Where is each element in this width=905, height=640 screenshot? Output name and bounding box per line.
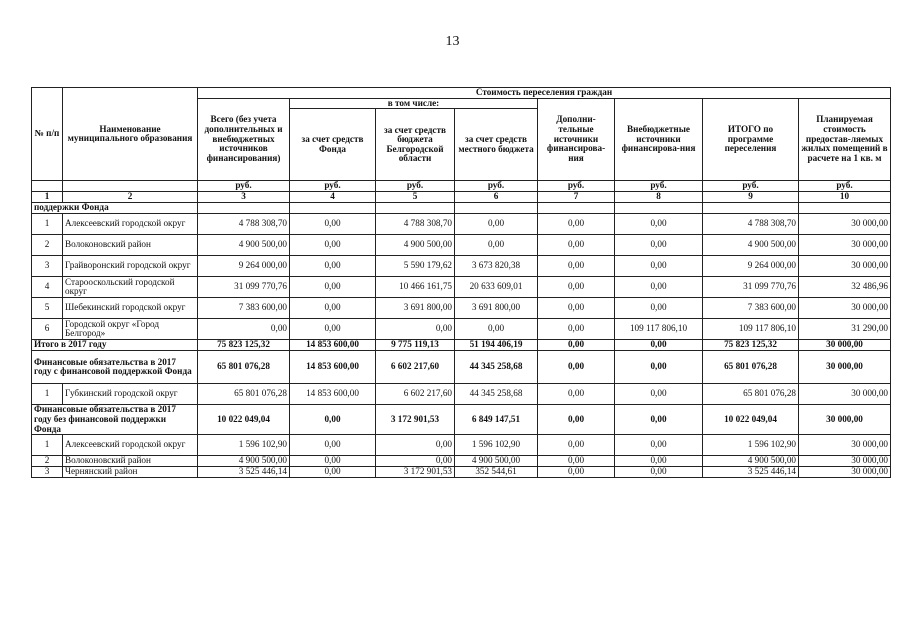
value-cell: 0,00 [538,351,615,384]
table-row [32,384,891,405]
value-cell: 32 486,96 [799,277,891,298]
value-cell: 0,00 [538,435,615,456]
value-cell: 0,00 [290,235,376,256]
column-number: 1 [32,192,63,203]
table-row [32,351,891,384]
value-cell: 0,00 [376,319,455,340]
value-cell: 31 099 770,76 [703,277,799,298]
value-cell: 0,00 [538,384,615,405]
municipality-name: Городской округ «Город Белгород» [63,319,198,340]
value-cell: 0,00 [615,384,703,405]
value-cell: 30 000,00 [799,435,891,456]
value-cell: 3 525 446,14 [703,467,799,478]
value-cell: 4 788 308,70 [703,214,799,235]
value-cell [290,203,376,214]
value-cell: 31 290,00 [799,319,891,340]
section-label: поддержки Фонда [32,203,198,214]
value-cell: 5 590 179,62 [376,256,455,277]
table-row [32,319,891,340]
row-number: 5 [32,298,63,319]
row-number: 1 [32,384,63,405]
table-row [32,456,891,467]
value-cell: 1 596 102,90 [198,435,290,456]
value-cell: 9 264 000,00 [198,256,290,277]
value-cell: 3 172 901,53 [376,405,455,435]
total-label: Итого в 2017 году [32,340,198,351]
unit-cell: руб. [376,181,455,192]
value-cell: 10 022 049,04 [703,405,799,435]
value-cell: 9 264 000,00 [703,256,799,277]
column-number: 3 [198,192,290,203]
row-number: 2 [32,456,63,467]
unit-cell: руб. [538,181,615,192]
value-cell: 9 775 119,13 [376,340,455,351]
value-cell [538,203,615,214]
total-label: Финансовые обязательства в 2017 году с финансовой поддержкой Фонда [32,351,198,384]
value-cell: 20 633 609,01 [455,277,538,298]
value-cell: 30 000,00 [799,298,891,319]
municipality-name: Шебекинский городской округ [63,298,198,319]
value-cell: 0,00 [538,340,615,351]
header-additional: Дополни-тельные источники финансирова-ния [538,98,615,181]
value-cell: 0,00 [290,256,376,277]
value-cell: 0,00 [538,298,615,319]
value-cell [703,203,799,214]
value-cell: 0,00 [376,435,455,456]
row-number: 4 [32,277,63,298]
unit-cell: руб. [615,181,703,192]
value-cell: 3 172 901,53 [376,467,455,478]
header-extrabudget: Внебюджетные источники финансирова-ния [615,98,703,181]
table-row [32,435,891,456]
value-cell: 0,00 [290,277,376,298]
value-cell: 0,00 [290,456,376,467]
value-cell: 0,00 [455,214,538,235]
value-cell: 10 466 161,75 [376,277,455,298]
value-cell: 0,00 [615,435,703,456]
resettlement-cost-table [31,87,891,478]
value-cell: 4 788 308,70 [376,214,455,235]
value-cell: 7 383 600,00 [198,298,290,319]
value-cell: 0,00 [455,235,538,256]
value-cell [455,203,538,214]
value-cell: 352 544,61 [455,467,538,478]
table-row [32,277,891,298]
header-total: Всего (без учета дополнительных и внебюджетных источников финансирования) [198,98,290,181]
table-row [32,214,891,235]
value-cell: 75 823 125,32 [198,340,290,351]
value-cell: 6 602 217,60 [376,384,455,405]
value-cell: 30 000,00 [799,405,891,435]
value-cell: 0,00 [290,467,376,478]
table-row [32,467,891,478]
value-cell: 0,00 [615,351,703,384]
value-cell: 14 853 600,00 [290,384,376,405]
value-cell: 6 602 217,60 [376,351,455,384]
row-number: 1 [32,214,63,235]
value-cell: 30 000,00 [799,340,891,351]
column-number: 7 [538,192,615,203]
value-cell: 3 525 446,14 [198,467,290,478]
row-number: 6 [32,319,63,340]
table-row [32,298,891,319]
value-cell: 0,00 [538,277,615,298]
value-cell: 0,00 [290,435,376,456]
row-number: 3 [32,256,63,277]
value-cell: 7 383 600,00 [703,298,799,319]
value-cell: 0,00 [538,319,615,340]
unit-cell: руб. [290,181,376,192]
unit-cell: руб. [198,181,290,192]
value-cell: 3 691 800,00 [376,298,455,319]
value-cell: 4 788 308,70 [198,214,290,235]
value-cell: 30 000,00 [799,351,891,384]
value-cell: 0,00 [538,456,615,467]
value-cell: 0,00 [290,319,376,340]
unit-cell: руб. [799,181,891,192]
value-cell: 1 596 102,90 [455,435,538,456]
value-cell: 30 000,00 [799,467,891,478]
value-cell: 31 099 770,76 [198,277,290,298]
value-cell: 6 849 147,51 [455,405,538,435]
value-cell: 0,00 [615,405,703,435]
column-number: 4 [290,192,376,203]
value-cell: 0,00 [615,340,703,351]
municipality-name: Старооскольский городской округ [63,277,198,298]
municipality-name: Чернянский район [63,467,198,478]
value-cell: 30 000,00 [799,456,891,467]
value-cell [615,203,703,214]
value-cell: 0,00 [615,235,703,256]
value-cell: 4 900 500,00 [703,456,799,467]
municipality-name: Алексеевский городской округ [63,214,198,235]
value-cell: 30 000,00 [799,384,891,405]
value-cell: 109 117 806,10 [703,319,799,340]
value-cell: 0,00 [538,235,615,256]
value-cell [198,203,290,214]
value-cell: 4 900 500,00 [703,235,799,256]
value-cell: 0,00 [615,467,703,478]
table-row [32,340,891,351]
unit-cell: руб. [703,181,799,192]
header-cost-group: Стоимость переселения граждан [198,88,891,99]
value-cell: 0,00 [615,456,703,467]
municipality-name: Волоконовский район [63,235,198,256]
value-cell: 0,00 [290,298,376,319]
value-cell: 1 596 102,90 [703,435,799,456]
value-cell: 14 853 600,00 [290,351,376,384]
value-cell: 0,00 [538,467,615,478]
column-number: 10 [799,192,891,203]
value-cell: 109 117 806,10 [615,319,703,340]
table-row [32,256,891,277]
value-cell: 65 801 076,28 [198,384,290,405]
value-cell: 0,00 [615,214,703,235]
header-including: в том числе: [290,98,538,109]
column-number: 2 [63,192,198,203]
header-fund: за счет средств Фонда [290,109,376,181]
value-cell: 14 853 600,00 [290,340,376,351]
value-cell: 0,00 [376,456,455,467]
value-cell: 30 000,00 [799,214,891,235]
value-cell: 4 900 500,00 [455,456,538,467]
value-cell: 10 022 049,04 [198,405,290,435]
municipality-name: Грайворонский городской округ [63,256,198,277]
value-cell: 0,00 [290,405,376,435]
value-cell: 0,00 [615,298,703,319]
value-cell: 0,00 [455,319,538,340]
column-number: 8 [615,192,703,203]
value-cell: 65 801 076,28 [703,351,799,384]
page-number: 13 [445,34,460,49]
municipality-name: Волоконовский район [63,456,198,467]
value-cell: 51 194 406,19 [455,340,538,351]
header-program-total: ИТОГО по программе переселения [703,98,799,181]
value-cell: 44 345 258,68 [455,351,538,384]
value-cell: 65 801 076,28 [703,384,799,405]
unit-cell: руб. [455,181,538,192]
value-cell: 75 823 125,32 [703,340,799,351]
header-name: Наименование муниципального образования [63,88,198,181]
column-number: 5 [376,192,455,203]
value-cell: 0,00 [615,277,703,298]
value-cell: 30 000,00 [799,235,891,256]
value-cell: 3 691 800,00 [455,298,538,319]
value-cell: 4 900 500,00 [376,235,455,256]
units-empty-1 [32,181,63,192]
units-empty-2 [63,181,198,192]
value-cell: 30 000,00 [799,256,891,277]
table-row [32,235,891,256]
table-row [32,203,891,214]
value-cell: 3 673 820,38 [455,256,538,277]
value-cell: 0,00 [290,214,376,235]
header-planned-cost: Планируемая стоимость предостав-ляемых жилых помещений в расчете на 1 кв. м [799,98,891,181]
value-cell: 0,00 [538,214,615,235]
column-number: 9 [703,192,799,203]
table-row [32,405,891,435]
value-cell: 0,00 [538,256,615,277]
municipality-name: Губкинский городской округ [63,384,198,405]
value-cell: 44 345 258,68 [455,384,538,405]
header-num: № п/п [32,88,63,181]
value-cell: 4 900 500,00 [198,235,290,256]
value-cell: 0,00 [615,256,703,277]
row-number: 1 [32,435,63,456]
value-cell: 0,00 [198,319,290,340]
total-label: Финансовые обязательства в 2017 году без финансовой поддержки Фонда [32,405,198,435]
row-number: 3 [32,467,63,478]
value-cell: 4 900 500,00 [198,456,290,467]
value-cell: 0,00 [538,405,615,435]
municipality-name: Алексеевский городской округ [63,435,198,456]
value-cell [376,203,455,214]
value-cell: 65 801 076,28 [198,351,290,384]
header-local: за счет средств местного бюджета [455,109,538,181]
row-number: 2 [32,235,63,256]
header-region: за счет средств бюджета Белгородской области [376,109,455,181]
column-number: 6 [455,192,538,203]
value-cell [799,203,891,214]
